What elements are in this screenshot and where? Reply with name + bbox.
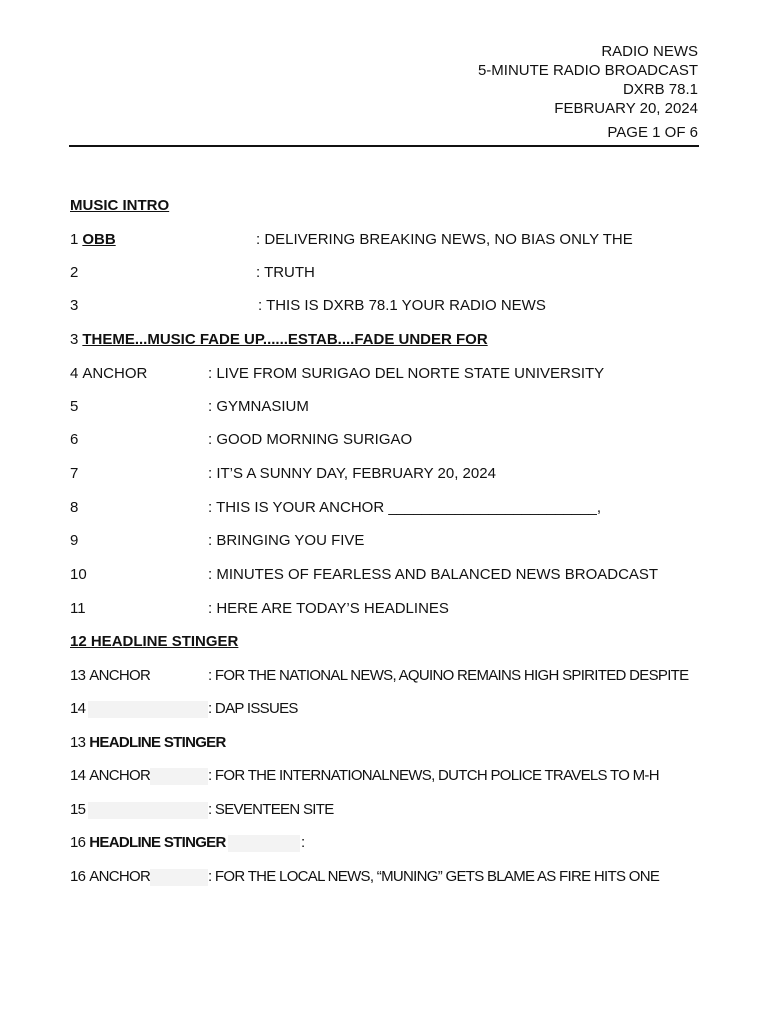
line-number: 2 [70,264,79,281]
highlight-shade [150,869,208,886]
header-subtitle: 5-MINUTE RADIO BROADCAST [477,62,698,79]
line-number: 8 [70,499,79,516]
line-text: : TRUTH [256,264,315,281]
line-number: 9 [70,532,79,549]
headline-stinger-cue-3 [70,834,305,852]
script-line-8 [70,499,602,517]
line-number: 3 [70,331,79,348]
script-line-15 [70,801,334,819]
script-line-9 [70,532,365,550]
speaker-label: OBB [82,231,116,248]
line-number: 11 [70,600,86,617]
script-line-10 [70,566,659,584]
headline-stinger-cue [70,633,238,651]
line-text: : FOR THE INTERNATIONALNEWS, DUTCH POLICE TRAVELS TO M-H [208,767,659,784]
line-text: : MINUTES OF FEARLESS AND BALANCED NEWS BROADCAST [208,566,659,583]
line-number: 14 [70,700,86,717]
line-number: 15 [70,801,86,818]
line-number: 16 [70,868,86,885]
line-number: 1 [70,231,79,248]
speaker-label: ANCHOR [89,667,151,684]
line-text: : HERE ARE TODAY’S HEADLINES [208,600,449,617]
line-text: : BRINGING YOU FIVE [208,532,365,549]
script-line-4 [70,365,605,383]
line-number: 3 [70,297,79,314]
line-text: : SEVENTEEN SITE [208,801,334,818]
script-line-1 [70,231,633,249]
line-text: : LIVE FROM SURIGAO DEL NORTE STATE UNIVERSITY [208,365,605,382]
cue-label: HEADLINE STINGER [89,834,226,851]
header-date: FEBRUARY 20, 2024 [554,100,698,117]
line-text: : DAP ISSUES [208,700,298,717]
line-text: : FOR THE NATIONAL NEWS, AQUINO REMAINS HIGH SPIRITED DESPITE [208,667,689,684]
line-text: : GYMNASIUM [208,398,309,415]
page-number: PAGE 1 OF 6 [607,124,698,141]
script-line-7 [70,465,496,483]
headline-stinger-cue-2 [70,734,226,752]
highlight-shade [88,701,208,718]
line-number: 10 [70,566,87,583]
header-station: DXRB 78.1 [622,81,698,98]
script-line-3 [70,297,546,315]
line-text: : [301,834,305,851]
cue-label: HEADLINE STINGER [89,734,226,751]
script-line-13 [70,667,689,685]
script-line-14 [70,700,298,718]
script-line-14b [70,767,659,785]
line-text: : THIS IS YOUR ANCHOR _________________________, [208,499,602,516]
script-line-16 [70,868,660,886]
line-number: 16 [70,834,86,851]
speaker-label: ANCHOR [89,868,151,885]
cue-label: MUSIC INTRO [70,197,170,214]
line-number: 5 [70,398,79,415]
music-intro-cue [70,197,169,215]
line-text: : FOR THE LOCAL NEWS, “MUNING” GETS BLAME AS FIRE HITS ONE [208,868,660,885]
line-number: 7 [70,465,79,482]
header-divider [69,145,699,147]
line-number: 13 [70,734,86,751]
line-number: 4 [70,365,79,382]
cue-label: THEME...MUSIC FADE UP......ESTAB....FADE UNDER FOR [82,331,488,348]
line-text: : IT’S A SUNNY DAY, FEBRUARY 20, 2024 [208,465,496,482]
script-line-6 [70,431,413,449]
theme-music-cue [70,331,488,349]
line-text: : DELIVERING BREAKING NEWS, NO BIAS ONLY THE [256,231,633,248]
line-number: 6 [70,431,79,448]
line-text: : GOOD MORNING SURIGAO [208,431,413,448]
speaker-label: ANCHOR [82,365,148,382]
line-number: 14 [70,767,86,784]
line-number: 13 [70,667,86,684]
header-title: RADIO NEWS [601,43,698,60]
script-line-2 [70,264,315,282]
highlight-shade [88,802,208,819]
speaker-label: ANCHOR [89,767,151,784]
highlight-shade [150,768,208,785]
cue-label: 12 HEADLINE STINGER [70,633,239,650]
script-line-11 [70,600,449,618]
highlight-shade [228,835,300,852]
line-text: : THIS IS DXRB 78.1 YOUR RADIO NEWS [258,297,546,314]
document-header [478,42,698,142]
script-line-5 [70,398,309,416]
